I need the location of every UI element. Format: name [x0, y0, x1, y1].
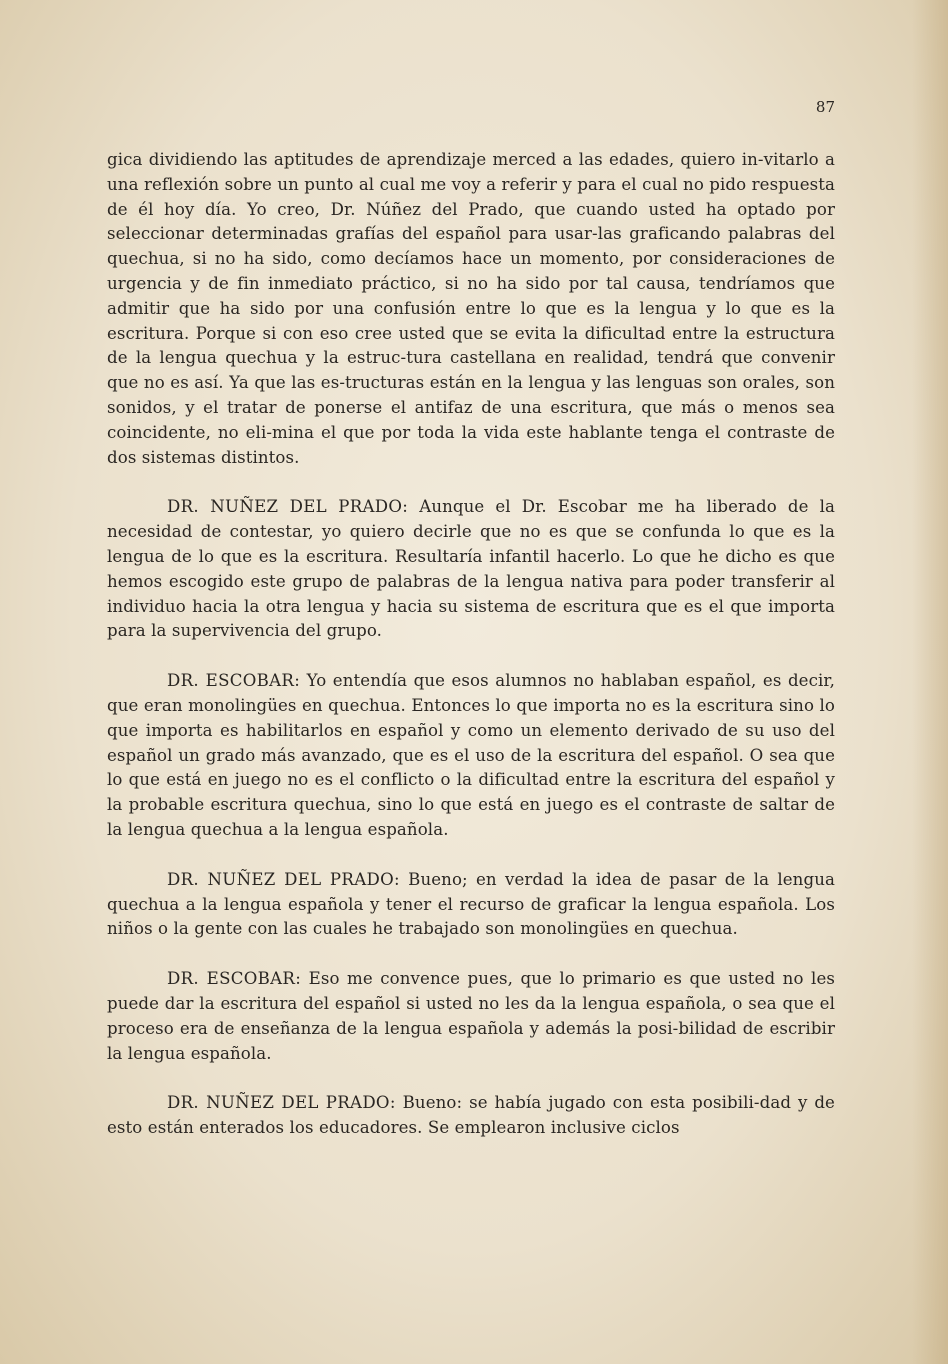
paragraph-text: Aunque el Dr. Escobar me ha liberado de la necesidad de contestar, yo quiero decirle que no es que se confunda lo que es la lengua de lo que es la escritura. Resultaría infantil hacerlo. Lo que he dicho es que hemos escogido este grupo de palabras de la lengua nativa para poder transferir al individuo hacia la otra lengua y hacia su sistema de escritura que es el que importa para la supervivencia del grupo. [107, 497, 835, 641]
dialogue-paragraph [107, 967, 835, 1066]
paragraph-text: Bueno: se había jugado con esta posibili-dad y de esto están enterados los educadores. Se emplearon inclusive ciclos [107, 1093, 835, 1138]
paragraph-text: gica dividiendo las aptitudes de aprendizaje merced a las edades, quiero in-vitarlo a una reflexión sobre un punto al cual me voy a referir y para el cual no pido respuesta de él hoy día. Yo creo, Dr. Núñez del Prado, que cuando usted ha optado por seleccionar determinadas grafías del español para usar-las graficando palabras del quechua, si no ha sido, como decíamos hace un momento, por consideraciones de urgencia y de fin inmediato práctico, si no ha sido por tal causa, tendríamos que admitir que ha sido por una confusión entre lo que es la lengua y lo que es la escritura. Porque si con eso cree usted que se evita la dificultad entre la estructura de la lengua quechua y la estruc-tura castellana en realidad, tendrá que convenir que no es así. Ya que las es-tructuras están en la lengua y las lenguas son orales, son sonidos, y el tratar de ponerse el antifaz de una escritura, que más o menos sea coincidente, no eli-mina el que por toda la vida este hablante tenga el contraste de dos sistemas distintos. [107, 150, 835, 467]
speaker-label: DR. NUÑEZ DEL PRADO: [167, 869, 400, 889]
page-edge-shading [912, 0, 948, 1364]
dialogue-paragraph [107, 495, 835, 644]
paragraph-text: Bueno; en verdad la idea de pasar de la lengua quechua a la lengua española y tener el recurso de graficar la lengua española. Los niños o la gente con las cuales he trabajado son monolingües en quechua. [107, 869, 835, 939]
paragraph-text: Eso me convence pues, que lo primario es que usted no les puede dar la escritura del español si usted no les da la lengua española, o sea que el proceso era de enseñanza de la lengua española y además la posi-bilidad de escribir la lengua española. [107, 969, 835, 1063]
page-number: 87 [815, 98, 835, 116]
paragraph-continuation [107, 148, 835, 470]
speaker-label: DR. ESCOBAR: [167, 969, 302, 989]
dialogue-paragraph [107, 1091, 835, 1141]
dialogue-paragraph [107, 868, 835, 942]
speaker-label: DR. ESCOBAR: [167, 671, 301, 691]
speaker-label: DR. NUÑEZ DEL PRADO: [167, 497, 409, 517]
dialogue-paragraph [107, 669, 835, 843]
speaker-label: DR. NUÑEZ DEL PRADO: [167, 1093, 396, 1113]
paragraph-text: Yo entendía que esos alumnos no hablaban español, es decir, que eran monolingües en quechua. Entonces lo que importa no es la escritura sino lo que importa es habilitarlos en español y como un elemento derivado de su uso del español un grado más avanzado, que es el uso de la escritura del español. O sea que lo que está en juego no es el conflicto o la dificultad entre la escritura del español y la probable escritura quechua, sino lo que está en juego es el contraste de saltar de la lengua quechua a la lengua española. [107, 671, 835, 839]
body-text [107, 148, 835, 1141]
